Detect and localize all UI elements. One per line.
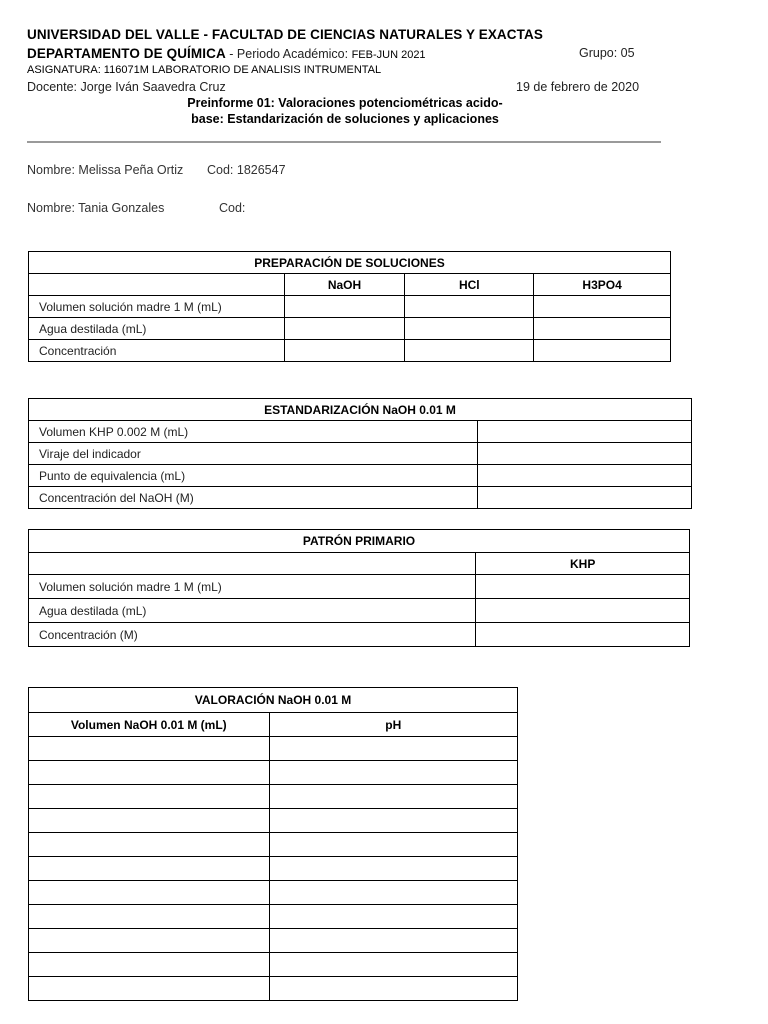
- input-cell[interactable]: [478, 443, 692, 465]
- department-line: [27, 45, 426, 63]
- table-row: [29, 833, 518, 857]
- input-cell[interactable]: [478, 487, 692, 509]
- volume-input-cell[interactable]: [29, 953, 270, 977]
- ph-input-cell[interactable]: [269, 737, 517, 761]
- report-title-line1: Preinforme 01: Valoraciones potenciométricas acido-: [187, 96, 503, 110]
- subject-line: ASIGNATURA: 116071M LABORATORIO DE ANALISIS INTRUMENTAL: [27, 64, 382, 76]
- valoracion-title: VALORACIÓN NaOH 0.01 M: [29, 688, 518, 713]
- student-code-2: Cod:: [219, 201, 246, 215]
- input-cell[interactable]: [405, 340, 534, 362]
- preparacion-title: PREPARACIÓN DE SOLUCIONES: [29, 252, 671, 274]
- teacher-line: Docente: Jorge Iván Saavedra Cruz: [27, 80, 226, 94]
- ph-input-cell[interactable]: [269, 905, 517, 929]
- ph-input-cell[interactable]: [269, 809, 517, 833]
- ph-input-cell[interactable]: [269, 761, 517, 785]
- input-cell[interactable]: [405, 318, 534, 340]
- university-line: UNIVERSIDAD DEL VALLE - FACULTAD DE CIENCIAS NATURALES Y EXACTAS: [27, 27, 543, 42]
- input-cell[interactable]: [534, 318, 671, 340]
- input-cell[interactable]: [534, 340, 671, 362]
- input-cell[interactable]: [478, 465, 692, 487]
- column-header-volumen: Volumen NaOH 0.01 M (mL): [29, 713, 270, 737]
- table-row: [29, 809, 518, 833]
- row-label: Punto de equivalencia (mL): [29, 465, 478, 487]
- column-header-ph: pH: [269, 713, 517, 737]
- volume-input-cell[interactable]: [29, 785, 270, 809]
- row-label: Agua destilada (mL): [29, 318, 285, 340]
- ph-input-cell[interactable]: [269, 881, 517, 905]
- valoracion-table: [28, 687, 518, 1001]
- input-cell[interactable]: [284, 340, 405, 362]
- column-header-naoh: NaOH: [284, 274, 405, 296]
- table-row: [29, 737, 518, 761]
- ph-input-cell[interactable]: [269, 785, 517, 809]
- table-row: [29, 857, 518, 881]
- estandarizacion-title: ESTANDARIZACIÓN NaOH 0.01 M: [29, 399, 692, 421]
- input-cell[interactable]: [476, 599, 690, 623]
- ph-input-cell[interactable]: [269, 977, 517, 1001]
- period-label: - Periodo Académico:: [225, 47, 352, 61]
- estandarizacion-table: [28, 398, 692, 509]
- row-label: Concentración del NaOH (M): [29, 487, 478, 509]
- volume-input-cell[interactable]: [29, 905, 270, 929]
- table-row: [29, 977, 518, 1001]
- row-label: Concentración: [29, 340, 285, 362]
- column-header-hcl: HCl: [405, 274, 534, 296]
- patron-table: [28, 529, 690, 647]
- row-label: Concentración (M): [29, 623, 476, 647]
- row-label: Volumen KHP 0.002 M (mL): [29, 421, 478, 443]
- ph-input-cell[interactable]: [269, 953, 517, 977]
- table-row: [29, 761, 518, 785]
- blank-cell: [29, 553, 476, 575]
- table-row: [29, 785, 518, 809]
- input-cell[interactable]: [405, 296, 534, 318]
- volume-input-cell[interactable]: [29, 881, 270, 905]
- input-cell[interactable]: [284, 296, 405, 318]
- volume-input-cell[interactable]: [29, 833, 270, 857]
- student-name-1: Nombre: Melissa Peña Ortiz: [27, 163, 184, 177]
- table-row: [29, 929, 518, 953]
- row-label: Viraje del indicador: [29, 443, 478, 465]
- volume-input-cell[interactable]: [29, 809, 270, 833]
- date-label: 19 de febrero de 2020: [516, 80, 640, 94]
- table-row: [29, 953, 518, 977]
- row-label: Volumen solución madre 1 M (mL): [29, 296, 285, 318]
- patron-title: PATRÓN PRIMARIO: [29, 530, 690, 553]
- ph-input-cell[interactable]: [269, 929, 517, 953]
- row-label: Volumen solución madre 1 M (mL): [29, 575, 476, 599]
- column-header-h3po4: H3PO4: [534, 274, 671, 296]
- volume-input-cell[interactable]: [29, 737, 270, 761]
- group-label: Grupo: 05: [579, 46, 635, 60]
- header-divider: [27, 141, 661, 143]
- table-row: [29, 905, 518, 929]
- input-cell[interactable]: [476, 623, 690, 647]
- period-value: FEB-JUN 2021: [351, 49, 426, 61]
- volume-input-cell[interactable]: [29, 761, 270, 785]
- blank-cell: [29, 274, 285, 296]
- volume-input-cell[interactable]: [29, 857, 270, 881]
- column-header-khp: KHP: [476, 553, 690, 575]
- department-name: DEPARTAMENTO DE QUÍMICA: [27, 46, 226, 61]
- input-cell[interactable]: [534, 296, 671, 318]
- volume-input-cell[interactable]: [29, 977, 270, 1001]
- input-cell[interactable]: [478, 421, 692, 443]
- volume-input-cell[interactable]: [29, 929, 270, 953]
- ph-input-cell[interactable]: [269, 833, 517, 857]
- report-title-line2: base: Estandarización de soluciones y aplicaciones: [191, 112, 499, 126]
- input-cell[interactable]: [284, 318, 405, 340]
- student-code-1: Cod: 1826547: [207, 163, 286, 177]
- preparacion-table: [28, 251, 671, 362]
- row-label: Agua destilada (mL): [29, 599, 476, 623]
- ph-input-cell[interactable]: [269, 857, 517, 881]
- student-name-2: Nombre: Tania Gonzales: [27, 201, 165, 215]
- table-row: [29, 881, 518, 905]
- report-title: [85, 95, 605, 127]
- input-cell[interactable]: [476, 575, 690, 599]
